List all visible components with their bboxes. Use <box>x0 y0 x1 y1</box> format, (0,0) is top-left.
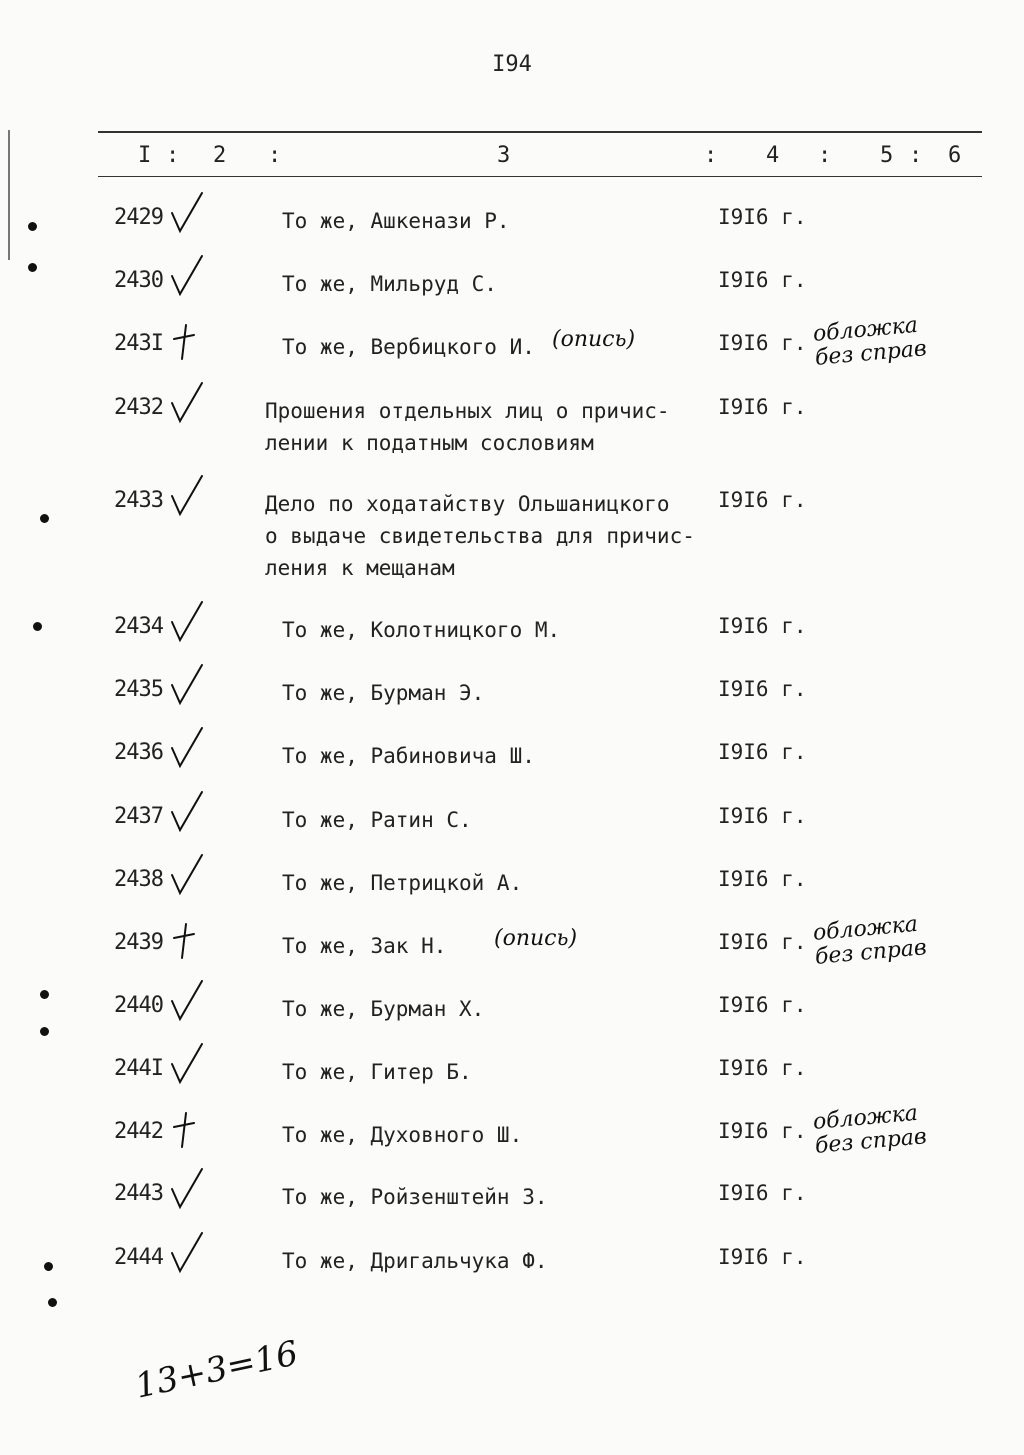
header-sep: : <box>704 143 718 168</box>
item-year: I9I6 г. <box>718 205 807 229</box>
punch-hole-dot <box>48 1298 57 1307</box>
handwritten-opis-note: (опись) <box>552 327 636 352</box>
item-year: I9I6 г. <box>718 614 807 638</box>
handwritten-cross-icon <box>168 313 208 363</box>
item-number: 2439 <box>114 930 163 955</box>
table-top-rule <box>98 131 982 133</box>
item-number: 2442 <box>114 1119 163 1144</box>
handwritten-cross-icon <box>168 912 208 962</box>
item-year: I9I6 г. <box>718 1181 807 1205</box>
item-description: Прошения отдельных лиц о причис- лении к податным сословиям <box>265 399 670 455</box>
item-year: I9I6 г. <box>718 677 807 701</box>
punch-hole-dot <box>44 1262 53 1271</box>
header-col-1: I <box>138 143 152 168</box>
header-sep: : <box>818 143 832 168</box>
item-number: 2434 <box>114 614 163 639</box>
item-year: I9I6 г. <box>718 331 807 355</box>
item-number: 243I <box>114 331 163 356</box>
item-year: I9I6 г. <box>718 395 807 419</box>
handwritten-cross-icon <box>168 1101 208 1151</box>
item-description: То же, Ратин С. <box>282 808 472 832</box>
item-number: 2435 <box>114 677 163 702</box>
item-number: 2438 <box>114 867 163 892</box>
item-year: I9I6 г. <box>718 1245 807 1269</box>
item-year: I9I6 г. <box>718 268 807 292</box>
punch-hole-dot <box>40 990 49 999</box>
handwritten-check-icon <box>168 1038 208 1088</box>
item-description: То же, Бурман Э. <box>282 681 485 705</box>
item-description: То же, Мильруд С. <box>282 272 497 296</box>
handwritten-check-icon <box>168 659 208 709</box>
item-description: То же, Рабиновича Ш. <box>282 744 535 768</box>
handwritten-check-icon <box>168 722 208 772</box>
handwritten-check-icon <box>168 377 208 427</box>
item-number: 2440 <box>114 993 163 1018</box>
header-col-4: 4 <box>766 143 780 168</box>
punch-hole-dot <box>28 222 37 231</box>
header-col-5: 5 <box>880 143 894 168</box>
margin-line <box>8 130 10 260</box>
handwritten-check-icon <box>168 849 208 899</box>
item-year: I9I6 г. <box>718 804 807 828</box>
item-number: 2444 <box>114 1245 163 1270</box>
item-number: 2432 <box>114 395 163 420</box>
handwritten-check-icon <box>168 470 208 520</box>
header-sep: : <box>909 143 923 168</box>
item-number: 2433 <box>114 488 163 513</box>
item-number: 2429 <box>114 205 163 230</box>
item-number: 2436 <box>114 740 163 765</box>
item-year: I9I6 г. <box>718 488 807 512</box>
punch-hole-dot <box>40 1027 49 1036</box>
item-description: То же, Ройзенштейн З. <box>282 1185 548 1209</box>
header-col-3: 3 <box>497 143 511 168</box>
item-year: I9I6 г. <box>718 993 807 1017</box>
header-sep: : <box>268 143 282 168</box>
item-description: То же, Зак Н. <box>282 934 447 958</box>
handwritten-check-icon <box>168 975 208 1025</box>
item-year: I9I6 г. <box>718 867 807 891</box>
item-description: То же, Вербицкого И. <box>282 335 535 359</box>
handwritten-cover-note: обложка без справ <box>811 1100 928 1159</box>
item-year: I9I6 г. <box>718 740 807 764</box>
item-year: I9I6 г. <box>718 1119 807 1143</box>
item-number: 2443 <box>114 1181 163 1206</box>
handwritten-check-icon <box>168 786 208 836</box>
punch-hole-dot <box>40 514 49 523</box>
handwritten-opis-note: (опись) <box>494 926 578 951</box>
handwritten-check-icon <box>168 596 208 646</box>
handwritten-check-icon <box>168 1163 208 1213</box>
punch-hole-dot <box>33 622 42 631</box>
punch-hole-dot <box>28 263 37 272</box>
handwritten-cover-note: обложка без справ <box>811 312 928 371</box>
handwritten-sum: 13+3=16 <box>131 1333 302 1407</box>
item-description: То же, Колотницкого М. <box>282 618 561 642</box>
item-year: I9I6 г. <box>718 930 807 954</box>
item-number: 2430 <box>114 268 163 293</box>
handwritten-check-icon <box>168 250 208 300</box>
item-number: 244I <box>114 1056 163 1081</box>
handwritten-check-icon <box>168 187 208 237</box>
item-description: То же, Духовного Ш. <box>282 1123 523 1147</box>
item-description: То же, Бурман Х. <box>282 997 485 1021</box>
item-description: То же, Ашкенази Р. <box>282 209 510 233</box>
header-sep: : <box>166 143 180 168</box>
handwritten-cover-note: обложка без справ <box>811 911 928 970</box>
header-col-6: 6 <box>948 143 962 168</box>
item-number: 2437 <box>114 804 163 829</box>
item-description: То же, Гитер Б. <box>282 1060 472 1084</box>
handwritten-check-icon <box>168 1227 208 1277</box>
page-number: I94 <box>492 52 532 77</box>
item-description: То же, Дригальчука Ф. <box>282 1249 548 1273</box>
item-year: I9I6 г. <box>718 1056 807 1080</box>
item-description: То же, Петрицкой А. <box>282 871 523 895</box>
header-col-2: 2 <box>213 143 227 168</box>
item-description: Дело по ходатайству Ольшаницкого о выдаче свидетельства для причис- ления к мещанам <box>265 492 695 580</box>
table-header-rule <box>98 176 982 177</box>
